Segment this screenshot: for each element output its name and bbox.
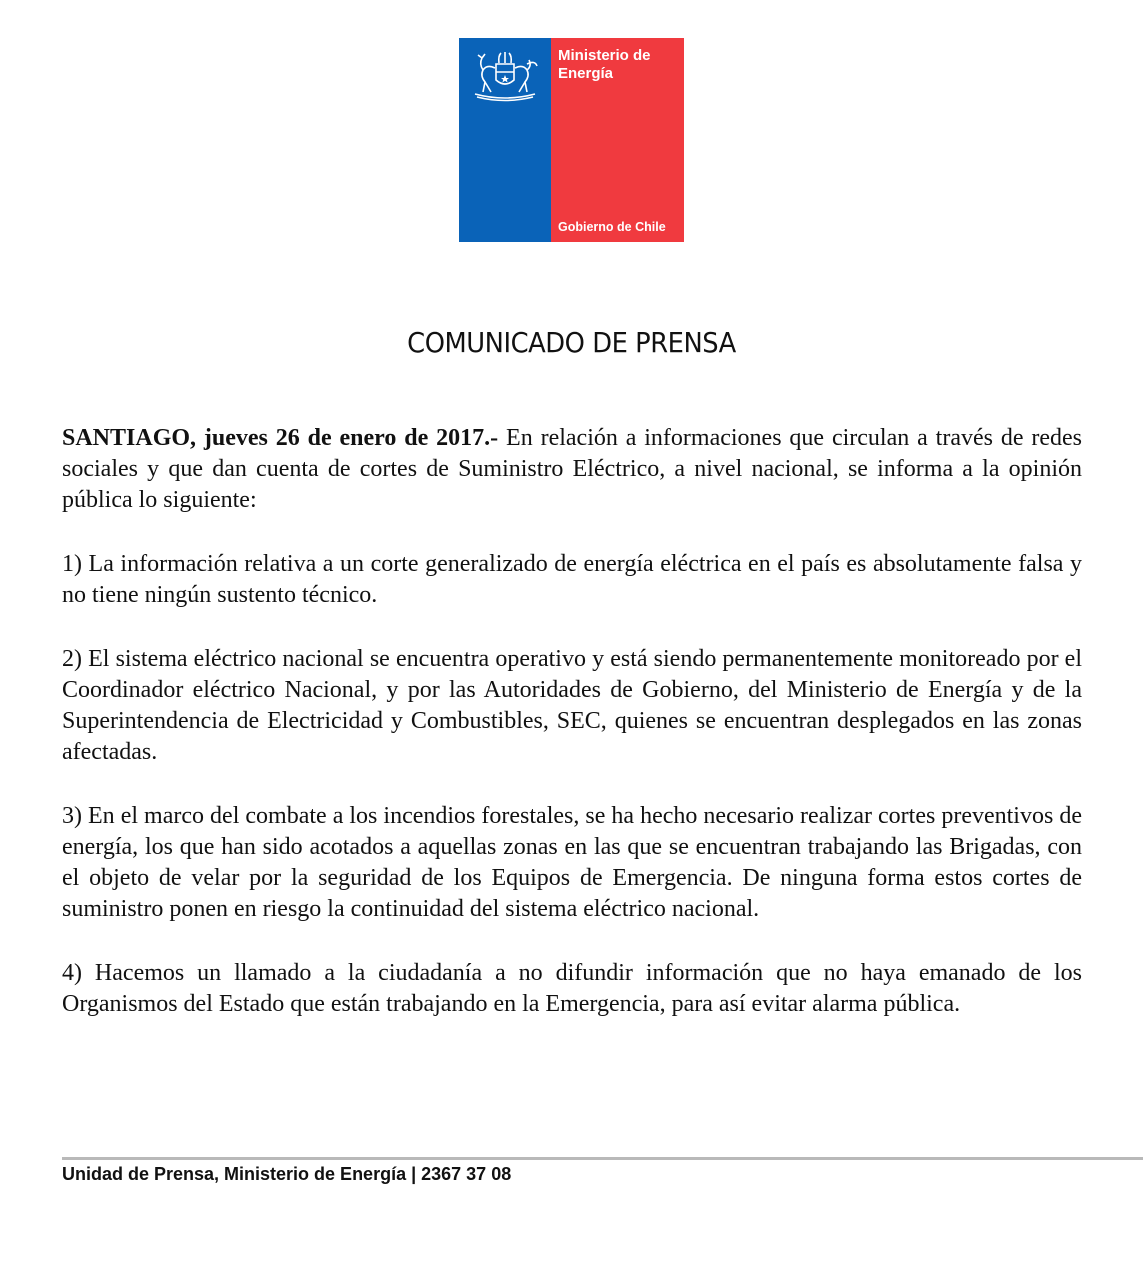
point-2: 2) El sistema eléctrico nacional se encuentra operativo y está siendo permanentemente monitoreado por el Coordinador eléctrico Nacional, y por las Autoridades de Gobierno, del Ministerio de Energía y de la Superintendencia de Electricidad y Combustibles, SEC, quienes se encuentran desplegados en las zonas afectadas. — [62, 646, 1082, 765]
press-release-body — [62, 423, 1082, 1053]
intro-paragraph — [62, 423, 1082, 516]
footer-divider — [62, 1157, 1143, 1160]
point-1: 1) La información relativa a un corte generalizado de energía eléctrica en el país es absolutamente falsa y no tiene ningún sustento técnico. — [62, 551, 1082, 608]
point-4: 4) Hacemos un llamado a la ciudadanía a no difundir información que no haya emanado de los Organismos del Estado que están trabajando en la Emergencia, para así evitar alarma pública. — [62, 960, 1082, 1017]
intro-text: En relación a informaciones que circulan a través de redes sociales y que dan cuenta de cortes de Suministro Eléctrico, a nivel nacional, se informa a la opinión pública lo siguiente: — [62, 425, 1083, 513]
footer-contact: Unidad de Prensa, Ministerio de Energía | 2367 37 08 — [62, 1164, 512, 1184]
ministry-logo — [459, 38, 684, 242]
ministry-name: Ministerio de Energía — [558, 47, 651, 82]
government-name: Gobierno de Chile — [558, 220, 666, 234]
chile-coat-of-arms-icon — [465, 50, 545, 102]
point-3: 3) En el marco del combate a los incendios forestales, se ha hecho necesario realizar cortes preventivos de energía, los que han sido acotados a aquellas zonas en las que se encuentran trabajando las Brigadas, con el objeto de velar por la seguridad de los Equipos de Emergencia. De ninguna forma estos cortes de suministro ponen en riesgo la continuidad del sistema eléctrico nacional. — [62, 803, 1082, 922]
logo-blue-panel — [459, 38, 551, 242]
logo-red-panel — [551, 38, 684, 242]
dateline: SANTIAGO, jueves 26 de enero de 2017.- — [62, 425, 499, 451]
page-title: COMUNICADO DE PRENSA — [407, 326, 736, 359]
